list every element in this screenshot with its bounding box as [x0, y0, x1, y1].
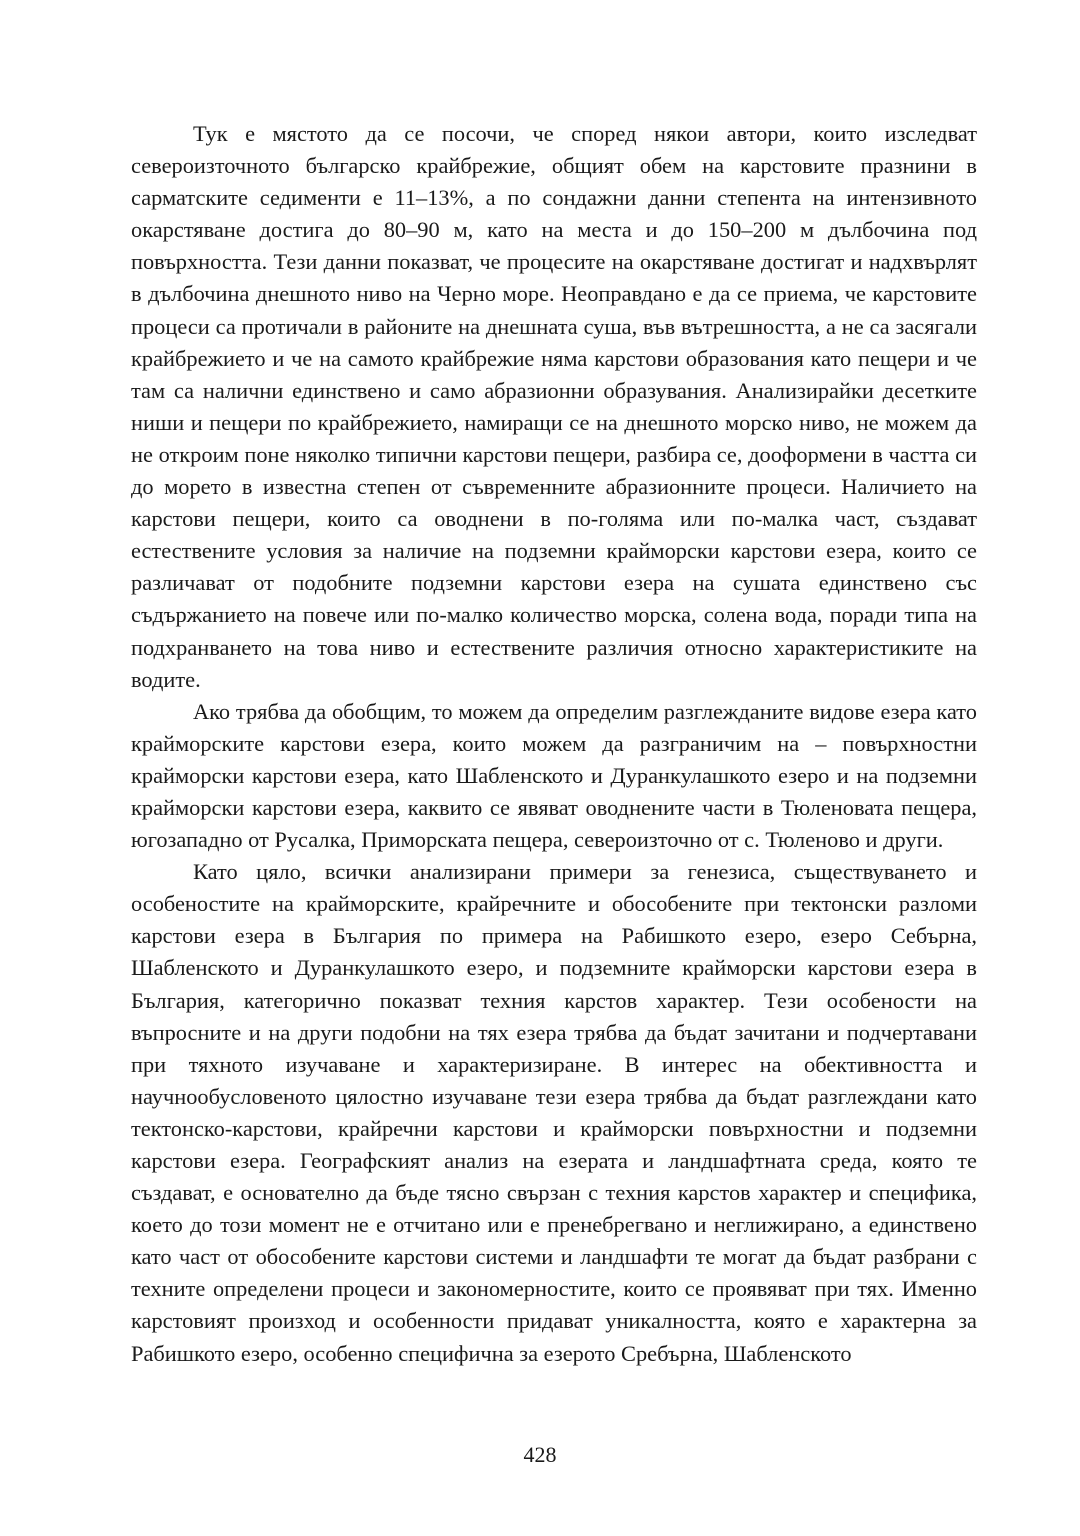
- paragraph-3: Като цяло, всички анализирани примери за генезиса, съществуването и особеностите на крайморските, крайречните и обособените при тектонски разломи карстови езера в България по примера на Рабишкото езеро, езеро Себърна, Шабленското и Дуранкулашкото езеро, и подземните крайморски карстови езера в България, категорично показват техния карстов характер. Тези особености на въпросните и на други подобни на тях езера трябва да бъдат зачитани и подчертавани при тяхното изучаване и характеризиране. В интерес на обективността и научнообусловеното цялостно изучаване тези езера трябва да бъдат разглеждани като тектонско-карстови, крайречни карстови и крайморски повърхностни и подземни карстови езера. Географският анализ на езерата и ландшафтната среда, която те създават, е основателно да бъде тясно свързан с техния карстов характер и специфика, което до този момент не е отчитано или е пренебрегвано и неглижирано, а единствено като част от обособените карстови системи и ландшафти те могат да бъдат разбрани с техните определени процеси и закономерностите, които се проявяват при тях. Именно карстовият произход и особенности придават уникалността, която е характерна за Рабишкото езеро, особенно специфична за езерото Сребърна, Шабленското: [131, 859, 977, 1366]
- body-text: [131, 118, 977, 1370]
- paragraph-1: Тук е мястото да се посочи, че според някои автори, които изследват североизточното българско крайбрежие, общият обем на карстовите празнини в сарматските седименти е 11–13%, а по сондажни данни степента на интензивното окарстяване достига до 80–90 м, като на места и до 150–200 м дълбочина под повърхността. Тези данни показват, че процесите на окарстяване достигат и надхвърлят в дълбочина днешното ниво на Черно море. Неоправдано е да се приема, че карстовите процеси са протичали в районите на днешната суша, във вътрешността, а не са засягали крайбрежието и че на самото крайбрежие няма карстови образования като пещери и че там са налични единствено и само абразионни образувания. Анализирайки десетките ниши и пещери по крайбрежието, намиращи се на днешното морско ниво, не можем да не откроим поне няколко типични карстови пещери, разбира се, дооформени в частта си до морето в известна степен от съвременните абразионните процеси. Наличието на карстови пещери, които са оводнени в по-голяма или по-малка част, създават естествените условия за наличие на подземни крайморски карстови езера, които се различават от подобните подземни карстови езера на сушата единствено със съдържанието на повече или по-малко количество морска, солена вода, поради типа на подхранването на това ниво и естествените различия относно характеристиките на водите.: [131, 121, 977, 692]
- paragraph-2: Ако трябва да обобщим, то можем да определим разглежданите видове езера като крайморските карстови езера, които можем да разграничим на – повърхностни крайморски карстови езера, като Шабленското и Дуранкулашкото езеро и на подземни крайморски карстови езера, каквито се явяват оводнените части в Тюленовата пещера, югозападно от Русалка, Приморската пещера, североизточно от с. Тюленово и други.: [131, 698, 977, 853]
- page-number: 428: [523, 1442, 557, 1467]
